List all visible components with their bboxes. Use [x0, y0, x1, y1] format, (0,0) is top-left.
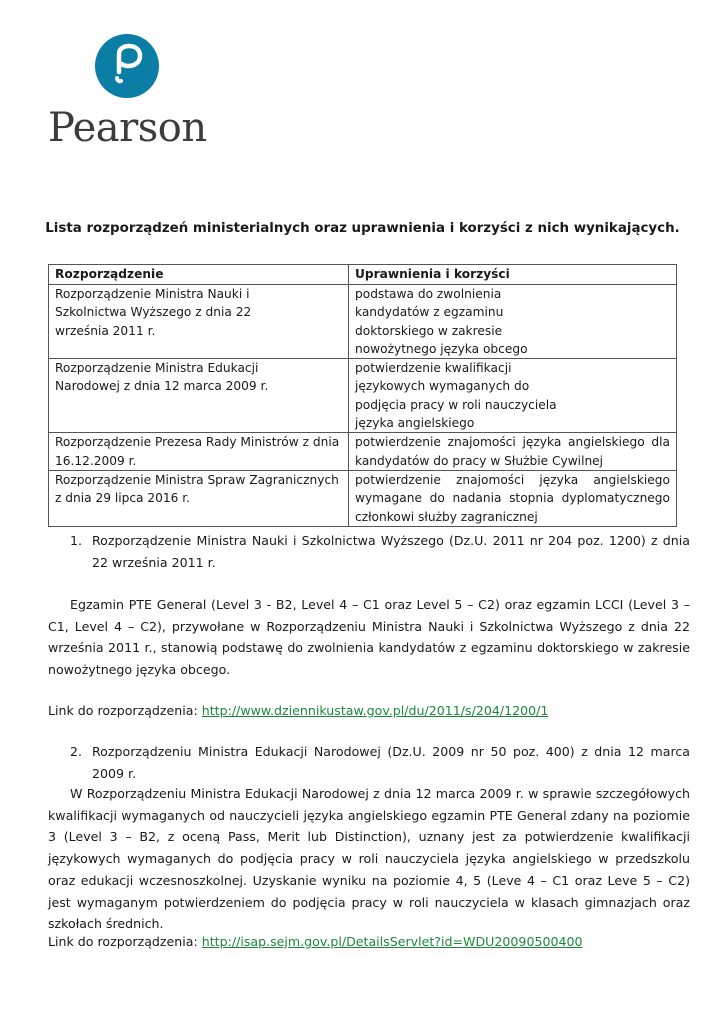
table-cell-benefits: potwierdzenie kwalifikacji językowych wymaganych do podjęcia pracy w roli nauczyciela języka angielskiego: [349, 359, 677, 433]
table-row: [49, 359, 677, 433]
page-title: Lista rozporządzeń ministerialnych oraz uprawnienia i korzyści z nich wynikających.: [45, 221, 680, 236]
table-cell-regulation: Rozporządzenie Ministra Nauki i Szkolnictwa Wyższego z dnia 22 września 2011 r.: [49, 285, 349, 359]
section-body-1: Egzamin PTE General (Level 3 - B2, Level 4 – C1 oraz Level 5 – C2) oraz egzamin LCCI (Level 3 – C1, Level 4 – C2), przywołane w Rozporządzeniu Ministra Nauki i Szkolnictwa Wyższego z dnia 22 września 2011 r., stanowią podstawę do zwolnienia kandydatów z egzaminu doktorskiego w zakresie nowożytnego języka obcego.: [48, 597, 690, 678]
section-number: 2.: [70, 744, 83, 759]
pearson-logo: [48, 34, 218, 154]
regulation-link-1[interactable]: http://www.dziennikustaw.gov.pl/du/2011/s/204/1200/1: [201, 703, 549, 718]
regulations-table: [48, 264, 677, 527]
logo-wordmark: Pearson: [48, 105, 207, 151]
table-cell-regulation: Rozporządzenie Prezesa Rady Ministrów z dnia 16.12.2009 r.: [49, 433, 349, 471]
table-cell-benefits: podstawa do zwolnienia kandydatów z egzaminu doktorskiego w zakresie nowożytnego języka obcego: [349, 285, 677, 359]
link-label: Link do rozporządzenia:: [48, 703, 198, 718]
section-heading-1: [70, 530, 690, 573]
regulation-link-2[interactable]: http://isap.sejm.gov.pl/DetailsServlet?id=WDU20090500400: [201, 934, 583, 949]
section-link-line-1: [48, 700, 690, 722]
table-cell-benefits: potwierdzenie znajomości języka angielskiego dla kandydatów do pracy w Służbie Cywilnej: [349, 433, 677, 471]
table-row: [49, 285, 677, 359]
section-heading-2: [70, 741, 690, 784]
section-body-2: W Rozporządzeniu Ministra Edukacji Narodowej z dnia 12 marca 2009 r. w sprawie szczegółowych kwalifikacji wymaganych od nauczycieli języka angielskiego egzamin PTE General zdany na poziomie 3 (Level 3 – B2, z oceną Pass, Merit lub Distinction), uznany jest za potwierdzenie kwalifikacji językowych wymaganych do podjęcia pracy w roli nauczyciela języka angielskiego w przedszkolu oraz edukacji wczesnoszkolnej. Uzyskanie wyniku na poziomie 4, 5 (Leve 4 – C1 oraz Leve 5 – C2) jest wymaganym potwierdzeniem do podjęcia pracy w roli nauczyciela w klasach gimnazjach oraz szkołach średnich.: [48, 786, 690, 932]
section-link-line-2: [48, 931, 690, 953]
section-heading-text: Rozporządzenie Ministra Nauki i Szkolnictwa Wyższego (Dz.U. 2011 nr 204 poz. 1200) z dnia 22 września 2011 r.: [92, 533, 690, 570]
section-heading-text: Rozporządzeniu Ministra Edukacji Narodowej (Dz.U. 2009 nr 50 poz. 400) z dnia 12 marca 2009 r.: [92, 744, 690, 781]
pearson-p-icon: [95, 34, 159, 98]
table-header-row: [49, 265, 677, 285]
link-label: Link do rozporządzenia:: [48, 934, 198, 949]
table-cell-regulation: Rozporządzenie Ministra Spraw Zagranicznych z dnia 29 lipca 2016 r.: [49, 470, 349, 526]
table-cell-regulation: Rozporządzenie Ministra Edukacji Narodowej z dnia 12 marca 2009 r.: [49, 359, 349, 433]
table-row: [49, 433, 677, 471]
table-cell-benefits: potwierdzenie znajomości języka angielskiego wymagane do nadania stopnia dyplomatycznego członkowi służby zagranicznej: [349, 470, 677, 526]
table-row: [49, 470, 677, 526]
table-header-benefits: Uprawnienia i korzyści: [349, 265, 677, 285]
table-header-regulation: Rozporządzenie: [49, 265, 349, 285]
section-number: 1.: [70, 533, 83, 548]
